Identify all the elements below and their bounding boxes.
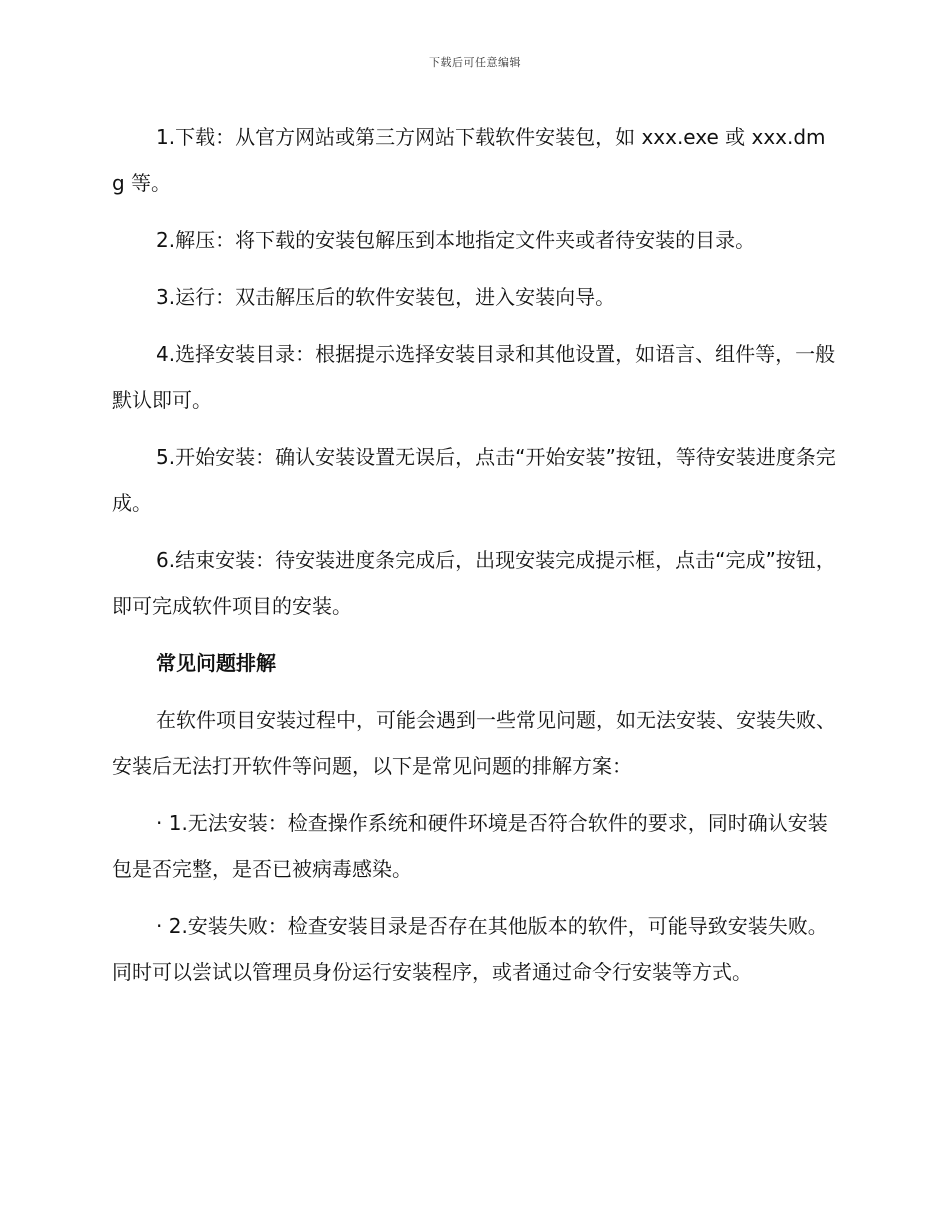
document-body: [112, 114, 838, 1006]
troubleshooting-item-1: · 1.无法安装：检查操作系统和硬件环境是否符合软件的要求，同时确认安装包是否完整，是否已被病毒感染。: [112, 811, 828, 881]
header-note: 下载后可任意编辑: [429, 56, 521, 69]
step-4-paragraph: 4.选择安装目录：根据提示选择安装目录和其他设置，如语言、组件等，一般默认即可。: [112, 342, 836, 412]
step-2-paragraph: 2.解压：将下载的安装包解压到本地指定文件夹或者待安装的目录。: [156, 228, 756, 252]
troubleshooting-heading: 常见问题排解: [156, 651, 276, 675]
step-1-paragraph: 1.下载：从官方网站或第三方网站下载软件安装包，如 xxx.exe 或 xxx.dmg 等。: [112, 125, 826, 195]
step-3-paragraph: 3.运行：双击解压后的软件安装包，进入安装向导。: [156, 285, 616, 309]
troubleshooting-item-2: · 2.安装失败：检查安装目录是否存在其他版本的软件，可能导致安装失败。同时可以尝试以管理员身份运行安装程序，或者通过命令行安装等方式。: [112, 914, 828, 984]
troubleshooting-intro: 在软件项目安装过程中，可能会遇到一些常见问题，如无法安装、安装失败、安装后无法打开软件等问题，以下是常见问题的排解方案：: [112, 708, 836, 778]
step-6-paragraph: 6.结束安装：待安装进度条完成后，出现安装完成提示框，点击“完成”按钮，即可完成软件项目的安装。: [112, 548, 836, 618]
step-5-paragraph: 5.开始安装：确认安装设置无误后，点击“开始安装”按钮，等待安装进度条完成。: [112, 445, 836, 515]
